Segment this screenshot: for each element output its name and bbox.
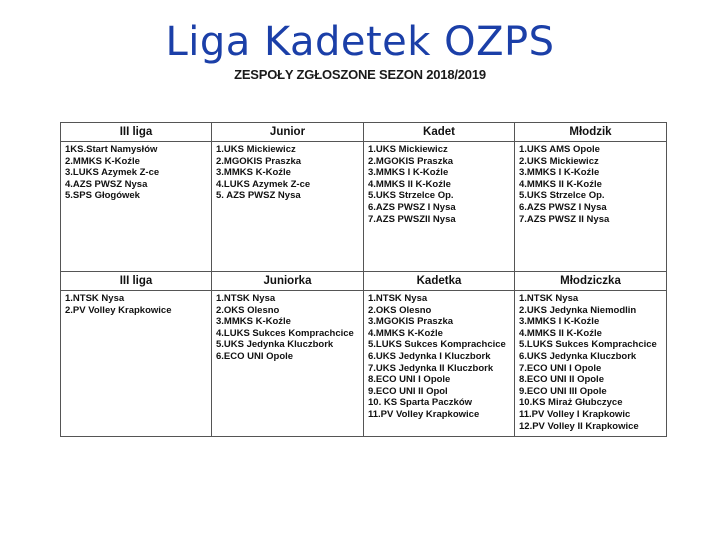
team-item: 5.LUKS Sukces Komprachcice <box>519 339 657 351</box>
section-body-row <box>61 291 667 437</box>
column-header: Młodzik <box>515 123 667 142</box>
team-item: 2.UKS Mickiewicz <box>519 155 599 167</box>
team-item: 2.MMKS K-Koźle <box>65 155 140 167</box>
team-item: 5.LUKS Sukces Komprachcice <box>368 339 506 351</box>
team-item: 6.AZS PWSZ I Nysa <box>368 201 456 213</box>
column-header: III liga <box>61 272 212 291</box>
team-item: 7.AZS PWSZ II Nysa <box>519 213 610 225</box>
team-item: 1.NTSK Nysa <box>216 293 276 304</box>
team-item: 2.UKS Jedynka Niemodlin <box>519 304 637 316</box>
team-item: 3.MMKS K-Koźle <box>216 316 291 328</box>
team-item: 11.PV Volley I Krapkowic <box>519 408 631 420</box>
team-list-cell <box>364 291 515 437</box>
column-header: III liga <box>61 123 212 142</box>
team-item: 11.PV Volley Krapkowice <box>368 408 480 420</box>
team-item: 3.LUKS Azymek Z-ce <box>65 167 160 179</box>
teams-table <box>60 122 667 437</box>
team-item: 4.LUKS Azymek Z-ce <box>216 178 311 190</box>
team-list-cell <box>212 291 364 437</box>
team-item: 4.AZS PWSZ Nysa <box>65 178 148 190</box>
team-item: 1KS.Start Namysłów <box>65 144 158 155</box>
team-item: 3.MMKS I K-Koźle <box>519 316 600 328</box>
team-item: 6.UKS Jedynka Kluczbork <box>519 350 637 362</box>
page-subtitle: ZESPOŁY ZGŁOSZONE SEZON 2018/2019 <box>234 67 486 82</box>
team-item: 1.UKS Mickiewicz <box>368 144 448 155</box>
page-title: Liga Kadetek OZPS <box>165 19 555 65</box>
team-item: 4.MMKS II K-Koźle <box>519 178 602 190</box>
team-item: 1.NTSK Nysa <box>368 293 428 304</box>
team-item: 2.OKS Olesno <box>216 304 280 316</box>
team-item: 1.UKS AMS Opole <box>519 144 600 155</box>
team-list-cell <box>212 142 364 272</box>
team-item: 7.UKS Jedynka II Kluczbork <box>368 362 494 374</box>
section-header-row <box>61 123 667 142</box>
team-item: 5. AZS PWSZ Nysa <box>216 190 301 202</box>
team-item: 2.MGOKIS Praszka <box>368 155 454 167</box>
team-list-cell <box>515 142 667 272</box>
team-item: 3.MMKS I K-Koźle <box>519 167 600 179</box>
team-item: 8.ECO UNI I Opole <box>368 374 451 386</box>
team-item: 1.NTSK Nysa <box>519 293 579 304</box>
team-item: 3.MMKS K-Koźle <box>216 167 291 179</box>
team-item: 9.ECO UNI II Opol <box>368 385 448 397</box>
team-item: 8.ECO UNI II Opole <box>519 374 604 386</box>
column-header: Junior <box>212 123 364 142</box>
team-item: 2.OKS Olesno <box>368 304 432 316</box>
column-header: Juniorka <box>212 272 364 291</box>
team-item: 7.ECO UNI I Opole <box>519 362 602 374</box>
team-item: 5.UKS Jedynka Kluczbork <box>216 339 334 351</box>
team-item: 10. KS Sparta Paczków <box>368 397 473 409</box>
team-item: 7.AZS PWSZII Nysa <box>368 213 456 225</box>
team-item: 10.KS Miraż Głubczyce <box>519 397 623 409</box>
team-item: 2.MGOKIS Praszka <box>216 155 302 167</box>
section-body-row <box>61 142 667 272</box>
team-item: 2.PV Volley Krapkowice <box>65 304 172 316</box>
column-header: Kadet <box>364 123 515 142</box>
column-header: Młodziczka <box>515 272 667 291</box>
team-item: 3.MGOKIS Praszka <box>368 316 454 328</box>
section-header-row <box>61 272 667 291</box>
team-item: 5.UKS Strzelce Op. <box>368 190 454 202</box>
team-item: 9.ECO UNI III Opole <box>519 385 607 397</box>
team-item: 4.MMKS II K-Koźle <box>368 178 451 190</box>
team-list-cell <box>364 142 515 272</box>
team-item: 1.NTSK Nysa <box>65 293 125 304</box>
team-item: 1.UKS Mickiewicz <box>216 144 296 155</box>
team-item: 5.UKS Strzelce Op. <box>519 190 605 202</box>
team-item: 3.MMKS I K-Koźle <box>368 167 449 179</box>
team-item: 5.SPS Głogówek <box>65 190 140 202</box>
teams-table-body <box>61 123 667 437</box>
team-list-cell <box>61 142 212 272</box>
team-item: 4.MMKS II K-Koźle <box>519 327 602 339</box>
team-item: 12.PV Volley II Krapkowice <box>519 420 639 432</box>
team-list-cell <box>61 291 212 437</box>
team-item: 4.LUKS Sukces Komprachcice <box>216 327 354 339</box>
team-item: 6.ECO UNI Opole <box>216 350 294 362</box>
team-item: 6.UKS Jedynka I Kluczbork <box>368 350 491 362</box>
column-header: Kadetka <box>364 272 515 291</box>
team-item: 4.MMKS K-Koźle <box>368 327 443 339</box>
team-item: 6.AZS PWSZ I Nysa <box>519 201 607 213</box>
team-list-cell <box>515 291 667 437</box>
